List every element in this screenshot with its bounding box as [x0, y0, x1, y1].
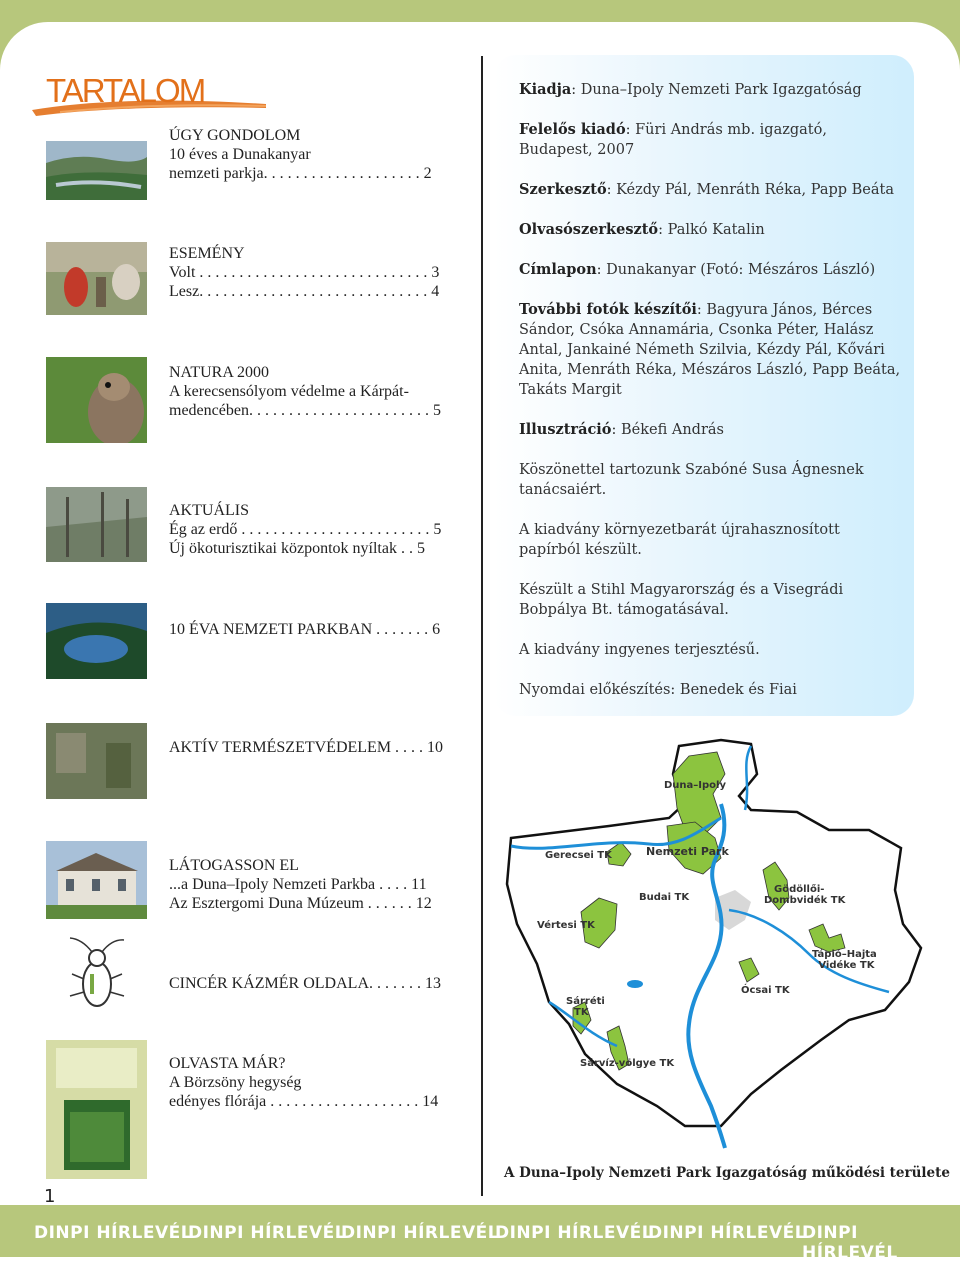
map-label-gerecsei: Gerecsei TK: [545, 850, 612, 861]
toc-line: ...a Duna–Ipoly Nemzeti Parkba . . . . 11: [169, 876, 427, 893]
toc-line: ÚGY GONDOLOM: [169, 127, 301, 144]
imprint-label: Kiadja: [519, 81, 572, 98]
toc-line: A kerecsensólyom védelme a Kárpát-: [169, 383, 409, 400]
toc-line: AKTÍV TERMÉSZETVÉDELEM . . . . 10: [169, 739, 444, 756]
toc-entry-aktualis[interactable]: [169, 501, 459, 558]
imprint-value: : Kézdy Pál, Menráth Réka, Papp Beáta: [606, 182, 894, 198]
map-label-line: Tápió–Hajta: [812, 949, 877, 960]
toc-line: Új ökoturisztikai központok nyíltak . . 5: [169, 540, 425, 557]
imprint-label: Olvasószerkesztő: [519, 221, 659, 238]
toc-line: 10 ÉVA NEMZETI PARKBAN . . . . . . . 6: [169, 621, 441, 638]
imprint-paper: A kiadvány környezetbarát újrahasznosított papírból készült.: [519, 522, 840, 558]
imprint-responsible: [519, 120, 904, 160]
map-label-budai: Budai TK: [639, 892, 690, 903]
toc-line: NATURA 2000: [169, 364, 270, 381]
toc-line: A Börzsöny hegység: [169, 1074, 302, 1091]
imprint-value: : Bagyura János, Bérces Sándor, Csóka Annamária, Csonka Péter, Halász Antal, Jankainé Németh Szilvia, Kézdy Pál, Kővári Anita, Menráth Réka, Mészáros László, Papp Beáta, Takáts Margit: [519, 302, 901, 398]
footer-band-label: DINPI HÍRLEVÉL: [341, 1223, 500, 1243]
map-label-line: Sárréti: [566, 996, 605, 1007]
thumb-cartoon-beetle: [62, 934, 132, 1024]
map-label-vertesi: Vértesi TK: [537, 920, 595, 931]
toc-line: Az Esztergomi Duna Múzeum . . . . . . 12: [169, 895, 432, 912]
toc-entry-aktiv-termeszetvedelem[interactable]: [169, 738, 459, 757]
imprint-sponsors: Készült a Stihl Magyarország és a Visegrádi Bobpálya Bt. támogatásával.: [519, 582, 844, 618]
toc-line: medencében. . . . . . . . . . . . . . . . . . . . . . . 5: [169, 402, 441, 419]
footer-band-label: DINPI HÍRLEVÉL: [34, 1223, 193, 1243]
thumb-danube-bend: [46, 141, 147, 200]
toc-line: 10 éves a Dunakanyar: [169, 146, 311, 163]
thumb-falcon: [46, 357, 147, 443]
toc-line: CINCÉR KÁZMÉR OLDALA. . . . . . . 13: [169, 975, 441, 992]
imprint-label: Szerkesztő: [519, 181, 607, 198]
imprint-photographers: [519, 300, 904, 400]
footer-band-label: DINPI HÍRLEVÉL: [188, 1223, 347, 1243]
thumb-forest-fire: [46, 487, 147, 562]
toc-entry-natura-2000[interactable]: [169, 363, 459, 420]
toc-line: edényes flórája . . . . . . . . . . . . . . . . . . . 14: [169, 1093, 439, 1110]
thumb-national-park: [46, 603, 147, 679]
imprint-value: : Duna–Ipoly Nemzeti Park Igazgatóság: [571, 82, 862, 98]
imprint-value: : Dunakanyar (Fotó: Mészáros László): [596, 262, 876, 278]
toc-line: AKTUÁLIS: [169, 502, 249, 519]
imprint-value: : Füri András mb. igazgató, Budapest, 2007: [519, 122, 827, 158]
map-label-nemzeti-park: Nemzeti Park: [646, 845, 729, 858]
page-number: 1: [44, 1186, 56, 1207]
imprint-illustration: [519, 420, 904, 440]
imprint-label: Címlapon: [519, 261, 597, 278]
toc-line: ESEMÉNY: [169, 245, 245, 262]
imprint-thanks: Köszönettel tartozunk Szabóné Susa Ágnesnek tanácsaiért.: [519, 462, 864, 498]
imprint-value: : Békefi András: [611, 422, 724, 438]
imprint-cover: [519, 260, 904, 280]
thumb-book-cover: [46, 1040, 147, 1179]
toc-line: Lesz. . . . . . . . . . . . . . . . . . . . . . . . . . . . . 4: [169, 283, 440, 300]
map-caption: A Duna–Ipoly Nemzeti Park Igazgatóság működési területe: [504, 1165, 950, 1181]
map-label-tapio: [812, 949, 877, 971]
toc-line: LÁTOGASSON EL: [169, 857, 299, 874]
toc-entry-olvasta-mar[interactable]: [169, 1054, 459, 1111]
map-label-line: Gödöllői-: [774, 884, 825, 895]
toc-line: nemzeti parkja. . . . . . . . . . . . . . . . . . . . 2: [169, 165, 432, 182]
thumb-museum-building: [46, 841, 147, 919]
footer-band-label: DINPI HÍRLEVÉL: [648, 1223, 807, 1243]
map-label-line: TK: [574, 1007, 589, 1018]
thumb-event-photo: [46, 242, 147, 315]
map-label-sarviz: Sárvíz-völgye TK: [580, 1058, 675, 1069]
imprint-prepress: Nyomdai előkészítés: Benedek és Fiai: [519, 682, 797, 698]
toc-entry-latogasson-el[interactable]: [169, 856, 459, 913]
toc-entry-10-eva[interactable]: [169, 620, 459, 639]
map-label-line: Dombvidék TK: [764, 895, 846, 906]
imprint-proofreader: [519, 220, 904, 240]
imprint-label: Illusztráció: [519, 421, 612, 438]
toc-entry-cincer-kazmer[interactable]: [169, 974, 459, 993]
toc-entry-esemeny[interactable]: [169, 244, 459, 301]
imprint-editors: [519, 180, 904, 200]
map-label-duna-ipoly: Duna–Ipoly: [664, 780, 726, 791]
imprint-label: Felelős kiadó: [519, 121, 626, 138]
toc-entry-ugy-gondolom[interactable]: [169, 126, 459, 183]
imprint-label: További fotók készítői: [519, 301, 697, 318]
map-label-sarreti: [566, 996, 605, 1018]
footer-band-label: DINPI HÍRLEVÉL: [495, 1223, 654, 1243]
map-label-ocsai: Ócsai TK: [741, 985, 790, 996]
imprint-publisher: [519, 80, 904, 100]
toc-line: Ég az erdő . . . . . . . . . . . . . . . . . . . . . . . . 5: [169, 521, 442, 538]
page-title: TARTALOM: [46, 72, 205, 109]
map-label-godolloi: [764, 884, 846, 906]
imprint-free: A kiadvány ingyenes terjesztésű.: [519, 642, 760, 658]
column-divider: [481, 56, 483, 1196]
thumb-conservation: [46, 723, 147, 799]
footer-band-label: DINPI HÍRLEVÉL: [802, 1223, 898, 1263]
map-label-line: Vidéke TK: [818, 960, 875, 971]
toc-line: Volt . . . . . . . . . . . . . . . . . . . . . . . . . . . . . 3: [169, 264, 440, 281]
lake: [627, 980, 643, 988]
toc-line: OLVASTA MÁR?: [169, 1055, 286, 1072]
toc-title-block: [30, 66, 280, 116]
imprint-value: : Palkó Katalin: [658, 222, 765, 238]
